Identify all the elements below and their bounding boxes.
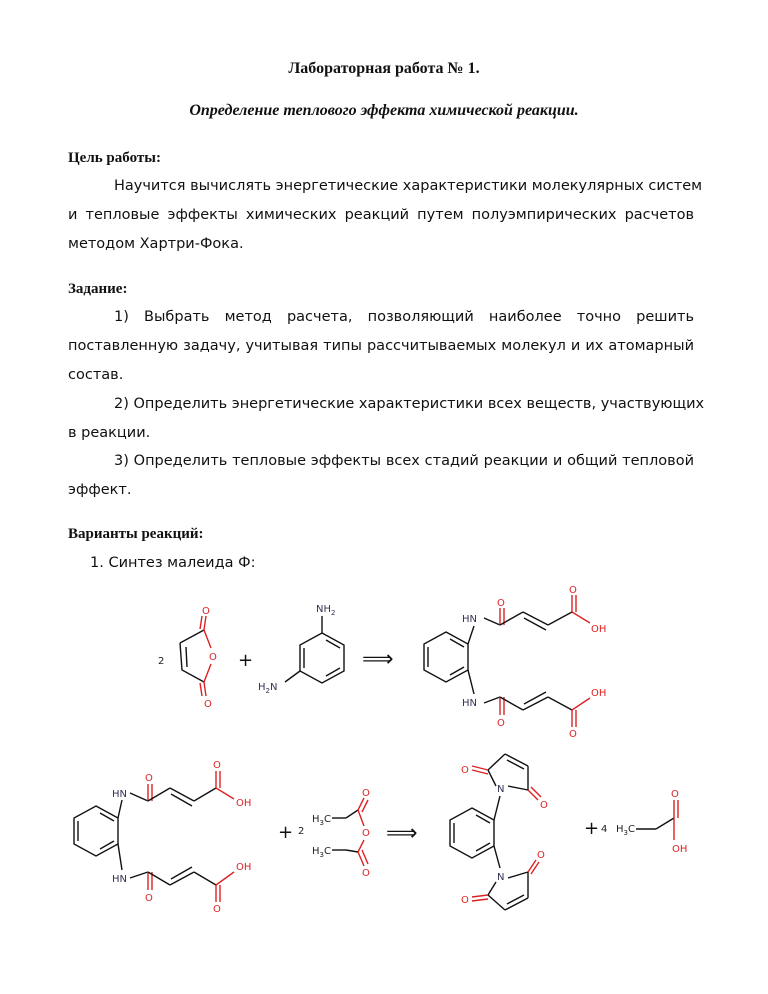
atom-h2n: $H_2N$ (258, 682, 278, 695)
task-line-2: поставленную задачу, учитывая типы рассчитываемых молекул и их атомарный (68, 338, 694, 354)
phenylenediamine (258, 604, 344, 695)
atom-o: O (569, 729, 577, 740)
atom-oh: OH (591, 624, 607, 635)
task-line-3: состав. (68, 367, 124, 383)
acetic-anhydride (312, 788, 370, 879)
atom-oh: OH (672, 844, 688, 855)
task-line-5: в реакции. (68, 425, 151, 441)
atom-nh2: $NH_2$ (316, 604, 336, 617)
atom-o: O (540, 800, 548, 811)
coefficient-2: 2 (298, 826, 305, 837)
bismaleamic-acid-product (424, 585, 606, 740)
maleic-anhydride (158, 606, 217, 710)
atom-hn: HN (462, 614, 477, 625)
atom-o: O (461, 765, 469, 776)
goal-line-2: и тепловые эффекты химических реакций путем полуэмпирических расчетов (68, 207, 694, 223)
goal-heading: Цель работы: (68, 150, 161, 166)
atom-o: O (671, 789, 679, 800)
coefficient-4: 4 (601, 824, 608, 835)
atom-oh: OH (236, 862, 252, 873)
goal-line-1: Научится вычислять энергетические характеристики молекулярных систем (114, 178, 703, 194)
task-line-7: эффект. (68, 482, 132, 498)
variant-1-label: 1. Синтез малеида Ф: (90, 555, 256, 571)
task-line-4: 2) Определить энергетические характеристики всех веществ, участвующих (114, 396, 705, 412)
variants-heading: Варианты реакций: (68, 526, 204, 542)
atom-o: O (497, 598, 505, 609)
goal-line-3: методом Хартри-Фока. (68, 236, 244, 252)
page-title: Лабораторная работа № 1. (288, 60, 480, 77)
atom-h3c: $H_3C$ (312, 814, 331, 827)
bismaleamic-acid-reactant (74, 760, 251, 915)
atom-hn: HN (112, 874, 127, 885)
task-line-1: 1) Выбрать метод расчета, позволяющий наиболее точно решить (114, 309, 694, 325)
atom-o: O (497, 718, 505, 729)
atom-o: O (145, 773, 153, 784)
atom-n: N (497, 784, 505, 795)
atom-o: O (213, 904, 221, 915)
atom-n: N (497, 872, 505, 883)
bismaleimide-product (450, 754, 548, 910)
atom-h3c: $H_3C$ (616, 824, 635, 837)
atom-oh: OH (591, 688, 607, 699)
coefficient-2: 2 (158, 656, 165, 667)
reaction-arrow: ⟹ (386, 821, 418, 846)
atom-o-bridge: O (362, 828, 370, 839)
task-heading: Задание: (68, 281, 128, 297)
atom-o: O (145, 893, 153, 904)
atom-o: O (362, 788, 370, 799)
atom-o: O (204, 699, 212, 710)
atom-h3c: $H_3C$ (312, 846, 331, 859)
plus-sign: + (238, 650, 254, 671)
atom-hn: HN (462, 698, 477, 709)
plus-sign: + (278, 822, 294, 843)
atom-o: O (537, 850, 545, 861)
task-line-6: 3) Определить тепловые эффекты всех стадий реакции и общий тепловой (114, 453, 694, 469)
atom-o: O (461, 895, 469, 906)
atom-o-ring: O (209, 652, 217, 663)
page-subtitle: Определение теплового эффекта химической реакции. (189, 102, 579, 119)
atom-o: O (362, 868, 370, 879)
atom-o: O (569, 585, 577, 596)
atom-oh: OH (236, 798, 252, 809)
atom-hn: HN (112, 789, 127, 800)
atom-o: O (213, 760, 221, 771)
reaction-arrow: ⟹ (362, 647, 394, 672)
atom-o: O (202, 606, 210, 617)
acetic-acid (616, 789, 687, 855)
plus-sign: + (584, 818, 600, 839)
